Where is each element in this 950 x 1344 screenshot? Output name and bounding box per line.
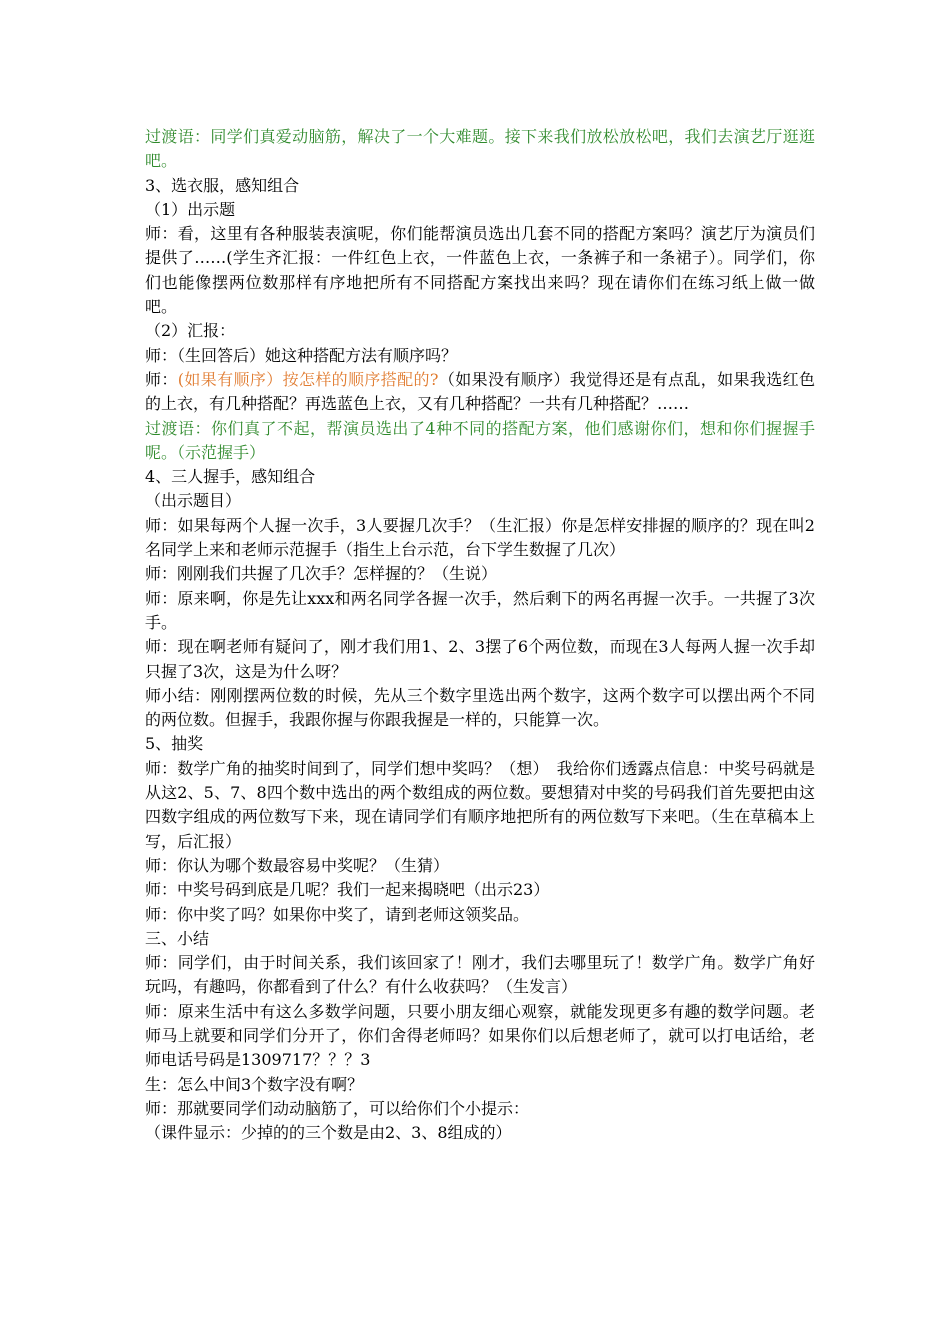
- paragraph: [145, 854, 815, 878]
- body-text: 师：刚刚我们共握了几次手？怎样握的？（生说）: [145, 564, 498, 584]
- body-text: 三、小结: [145, 928, 210, 948]
- body-text: 师：你认为哪个数最容易中奖呢？（生猜）: [145, 855, 450, 875]
- paragraph: [145, 174, 815, 198]
- body-text: 师：（生回答后）她这种搭配方法有顺序吗？: [145, 345, 458, 365]
- paragraph: [145, 198, 815, 222]
- paragraph: [145, 1097, 815, 1121]
- body-text: 师：看，这里有各种服装表演呢，你们能帮演员选出几套不同的搭配方案吗？演艺厅为演员们提供了……(学生齐汇报：一件红色上衣，一件蓝色上衣，一条裤子和一条裙子）。同学们，你们也能像摆两位数那样有序地把所有不同搭配方案找出来吗？现在请你们在练习纸上做一做吧。: [145, 224, 815, 317]
- paragraph: [145, 417, 815, 466]
- body-text: 3、选衣服，感知组合: [145, 175, 300, 195]
- paragraph: [145, 514, 815, 563]
- body-text: 师：原来生活中有这么多数学问题，只要小朋友细心观察，就能发现更多有趣的数学问题。老师马上就要和同学们分开了，你们舍得老师吗？如果你们以后想老师了，就可以打电话给，老师电话号码是1309717？？？3: [145, 1001, 815, 1070]
- body-text: 师：数学广角的抽奖时间到了，同学们想中奖吗？（想） 我给你们透露点信息：中奖号码就是从这2、5、7、8四个数中选出的两个数组成的两位数。要想猜对中奖的号码我们首先要把由这四数字组成的两位数写下来，现在请同学们有顺序地把所有的两位数写下来吧。（生在草稿本上写，后汇报）: [145, 758, 815, 851]
- paragraph: [145, 757, 815, 854]
- body-text: 师：中奖号码到底是几呢？我们一起来揭晓吧（出示23）: [145, 880, 550, 900]
- body-text: 4、三人握手，感知组合: [145, 467, 316, 487]
- body-text: （1）出示题: [145, 199, 236, 219]
- paragraph: [145, 684, 815, 733]
- paragraph: [145, 319, 815, 343]
- body-text: 师：原来啊，你是先让xxx和两名同学各握一次手，然后剩下的两名再握一次手。一共握了3次手。: [145, 588, 815, 632]
- paragraph: [145, 878, 815, 902]
- paragraph: [145, 125, 815, 174]
- highlight-text: (如果有顺序）按怎样的顺序搭配的?: [177, 369, 439, 389]
- paragraph: [145, 1000, 815, 1073]
- body-text: 师：如果每两个人握一次手，3人要握几次手？（生汇报）你是怎样安排握的顺序的？现在叫2名同学上来和老师示范握手（指生上台示范，台下学生数握了几次）: [145, 515, 815, 560]
- paragraph: [145, 489, 815, 513]
- document-page: [145, 125, 815, 1145]
- body-text: 生：怎么中间3个数字没有啊？: [145, 1074, 364, 1094]
- paragraph: [145, 927, 815, 951]
- transition-text: 过渡语：你们真了不起，帮演员选出了4种不同的搭配方案，他们感谢你们，想和你们握握手呢。（示范握手）: [145, 418, 815, 462]
- body-text: （课件显示：少掉的的三个数是由2、3、8组成的）: [145, 1123, 512, 1143]
- paragraph: [145, 368, 815, 417]
- body-text: 师小结：刚刚摆两位数的时候，先从三个数字里选出两个数字，这两个数字可以摆出两个不同的两位数。但握手，我跟你握与你跟我握是一样的，只能算一次。: [145, 685, 815, 730]
- paragraph: [145, 222, 815, 319]
- paragraph: [145, 344, 815, 368]
- transition-text: 过渡语：同学们真爱动脑筋，解决了一个大难题。接下来我们放松放松吧，我们去演艺厅逛逛吧。: [145, 127, 815, 171]
- paragraph: [145, 951, 815, 1000]
- body-text: 5、抽奖: [145, 734, 204, 754]
- body-text: 师：同学们，由于时间关系，我们该回家了！刚才，我们去哪里玩了！数学广角。数学广角好玩吗，有趣吗，你都看到了什么？有什么收获吗？（生发言）: [145, 953, 815, 997]
- paragraph: [145, 1073, 815, 1097]
- paragraph: [145, 1121, 815, 1145]
- body-text: （如果没有顺序）我觉得还是有点乱，如果我选红色的上衣，有几种搭配？再选蓝色上衣，又有几种搭配？一共有几种搭配？……: [145, 369, 815, 414]
- paragraph: [145, 903, 815, 927]
- body-text: 师：现在啊老师有疑问了，刚才我们用1、2、3摆了6个两位数，而现在3人每两人握一次手却只握了3次，这是为什么呀？: [145, 637, 815, 681]
- paragraph: [145, 465, 815, 489]
- paragraph: [145, 732, 815, 756]
- paragraph: [145, 635, 815, 684]
- body-text: 师：你中奖了吗？如果你中奖了，请到老师这领奖品。: [145, 904, 530, 924]
- body-text: （2）汇报：: [145, 321, 236, 341]
- body-text: （出示题目）: [145, 491, 242, 511]
- paragraph: [145, 562, 815, 586]
- body-text: 师：那就要同学们动动脑筋了，可以给你们个小提示：: [145, 1098, 530, 1118]
- body-text: 师：: [145, 369, 178, 389]
- paragraph: [145, 587, 815, 636]
